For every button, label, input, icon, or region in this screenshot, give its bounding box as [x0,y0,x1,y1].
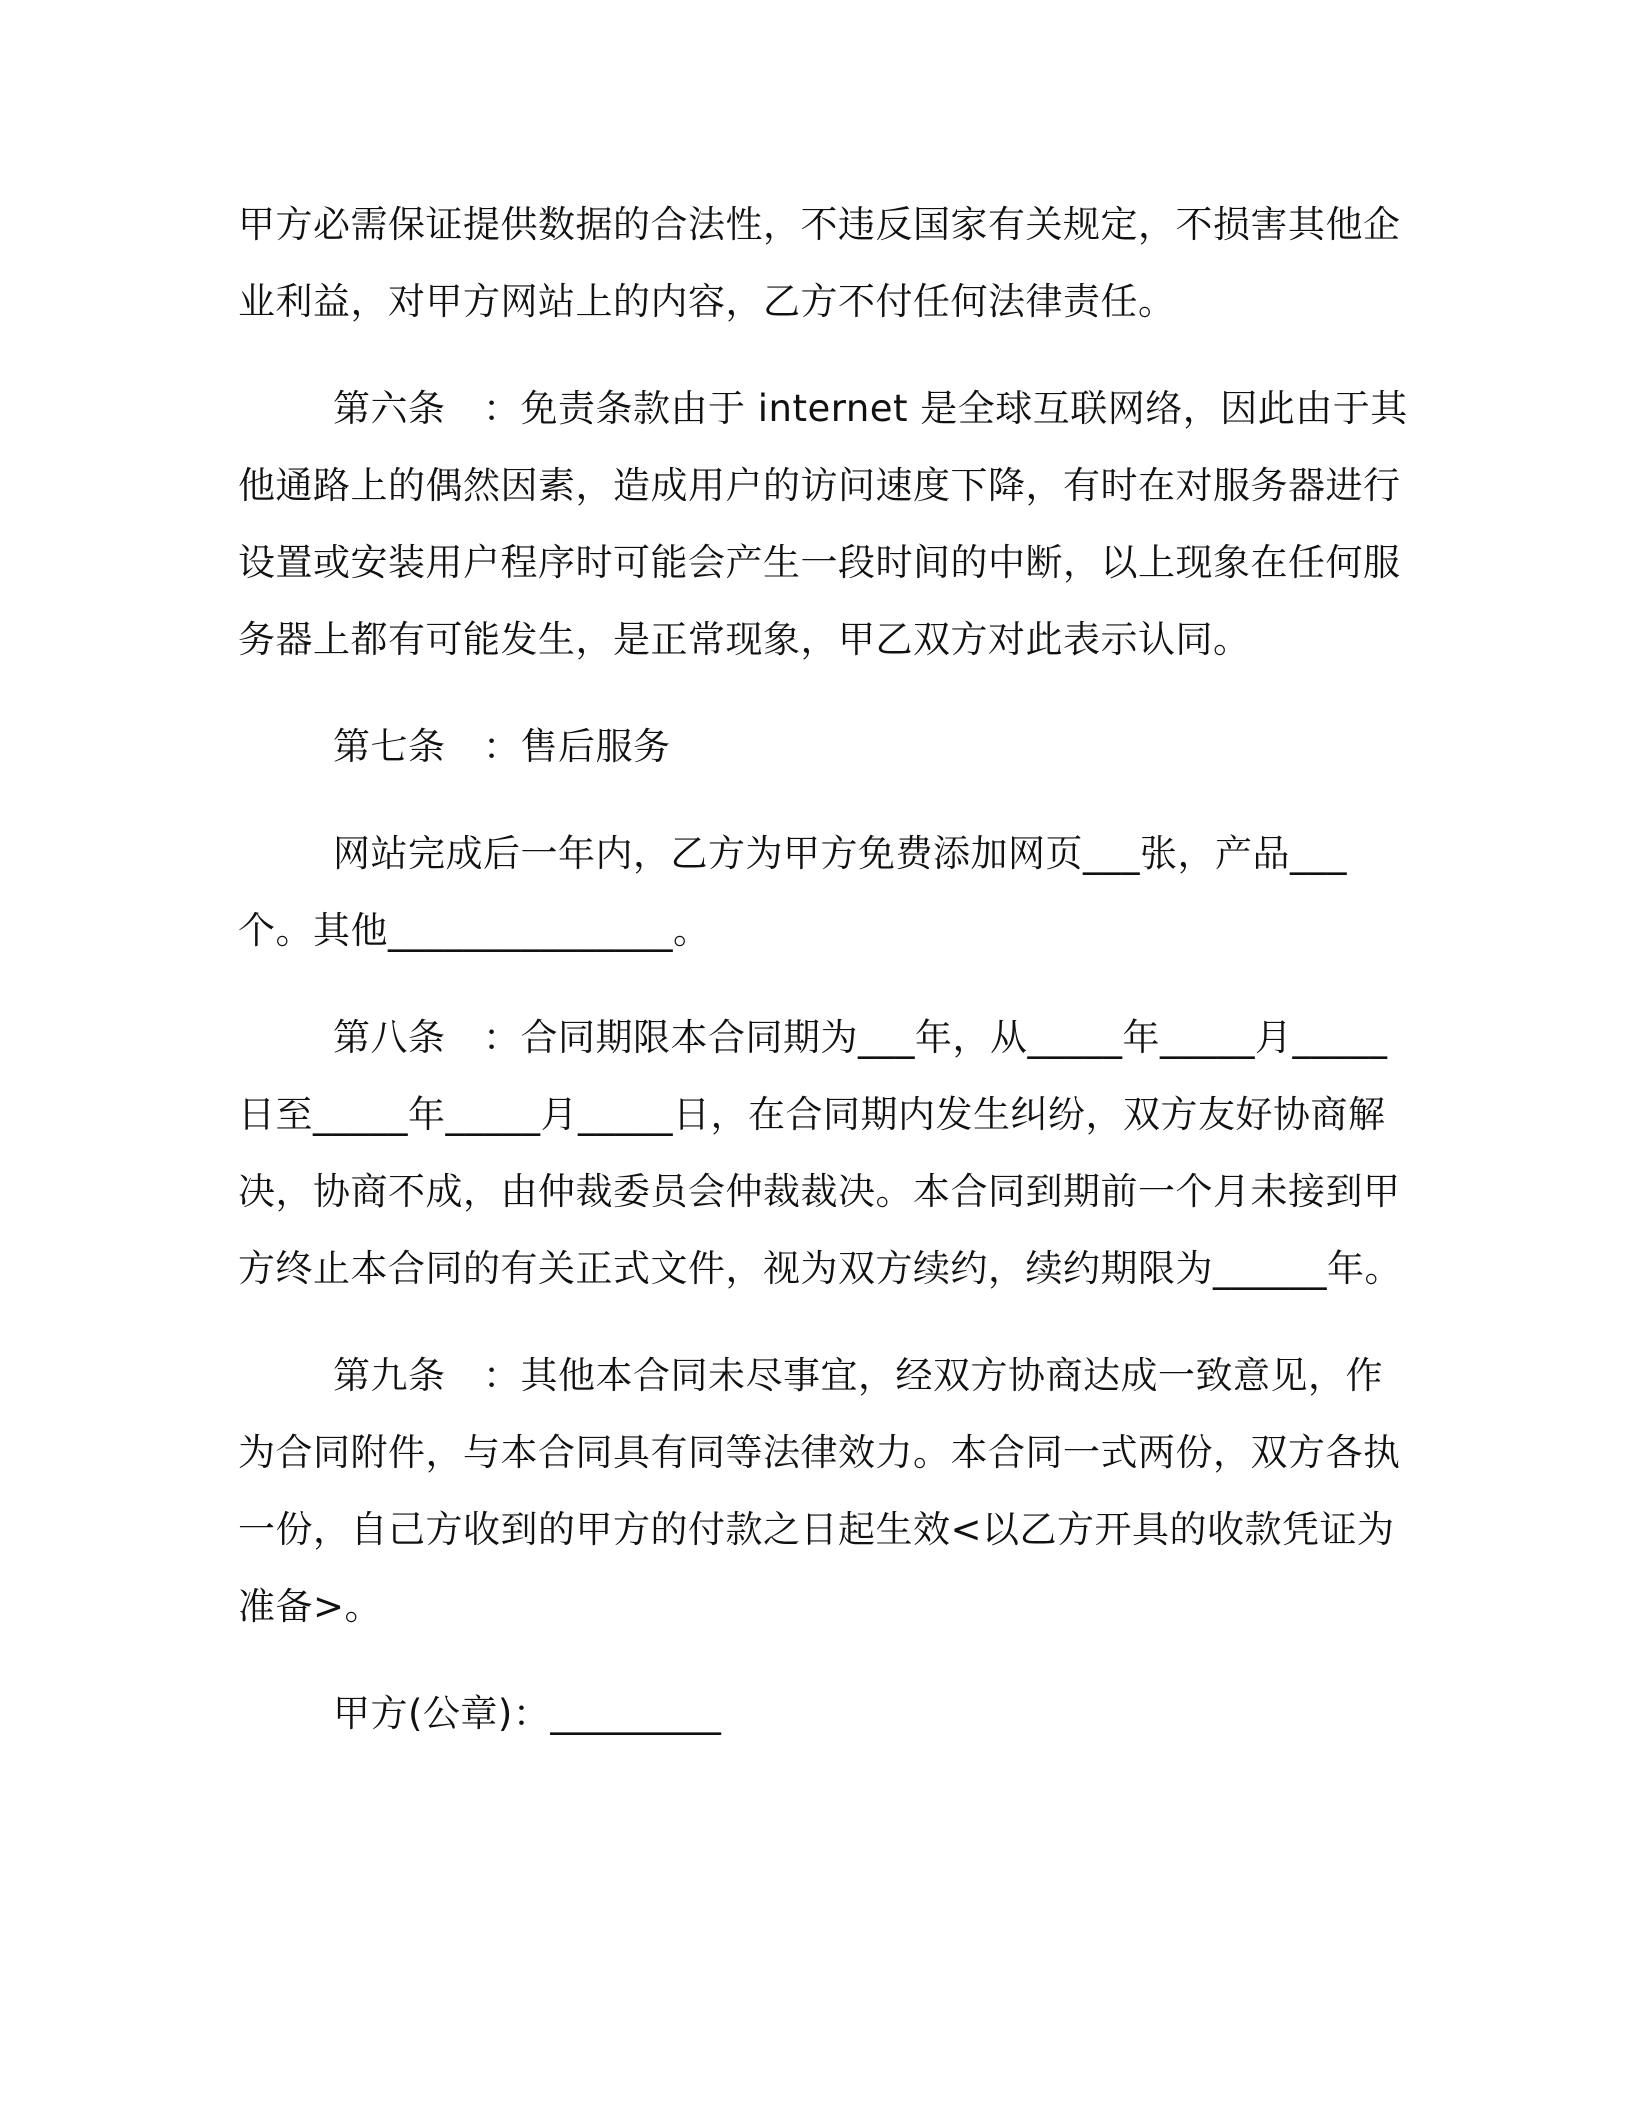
article-6-disclaimer: 第六条 ：免责条款由于 internet 是全球互联网络，因此由于其他通路上的偶然因素，造成用户的访问速度下降，有时在对服务器进行设置或安装用户程序时可能会产生一段时间的中断，以上现象在任何服务器上都有可能发生，是正常现象，甲乙双方对此表示认同。 [238,387,1408,661]
paragraph-data-legality: 甲方必需保证提供数据的合法性，不违反国家有关规定，不损害其他企业利益，对甲方网站上的内容，乙方不付任何法律责任。 [238,203,1401,323]
article-7-heading: 第七条 ：售后服务 [333,725,671,768]
article-9-other: 第九条 ：其他本合同未尽事宜，经双方协商达成一致意见，作为合同附件，与本合同具有同等法律效力。本合同一式两份，双方各执一份，自己方收到的甲方的付款之日起生效<以乙方开具的收款凭证为准备>。 [238,1354,1401,1628]
article-8-contract-term: 第八条 ：合同期限本合同期为___年，从_____年_____月_____日至_____年_____月_____日，在合同期内发生纠纷，双方友好协商解决，协商不成，由仲裁委员会仲裁裁决。本合同到期前一个月未接到甲方终止本合同的有关正式文件，视为双方续约，续约期限为______年。 [238,1016,1402,1290]
party-a-seal-line: 甲方(公章)：_________ [333,1692,722,1735]
document-body [238,186,1408,1782]
article-7-after-sales: 网站完成后一年内，乙方为甲方免费添加网页___张，产品___个。其他_______________。 [238,832,1347,952]
